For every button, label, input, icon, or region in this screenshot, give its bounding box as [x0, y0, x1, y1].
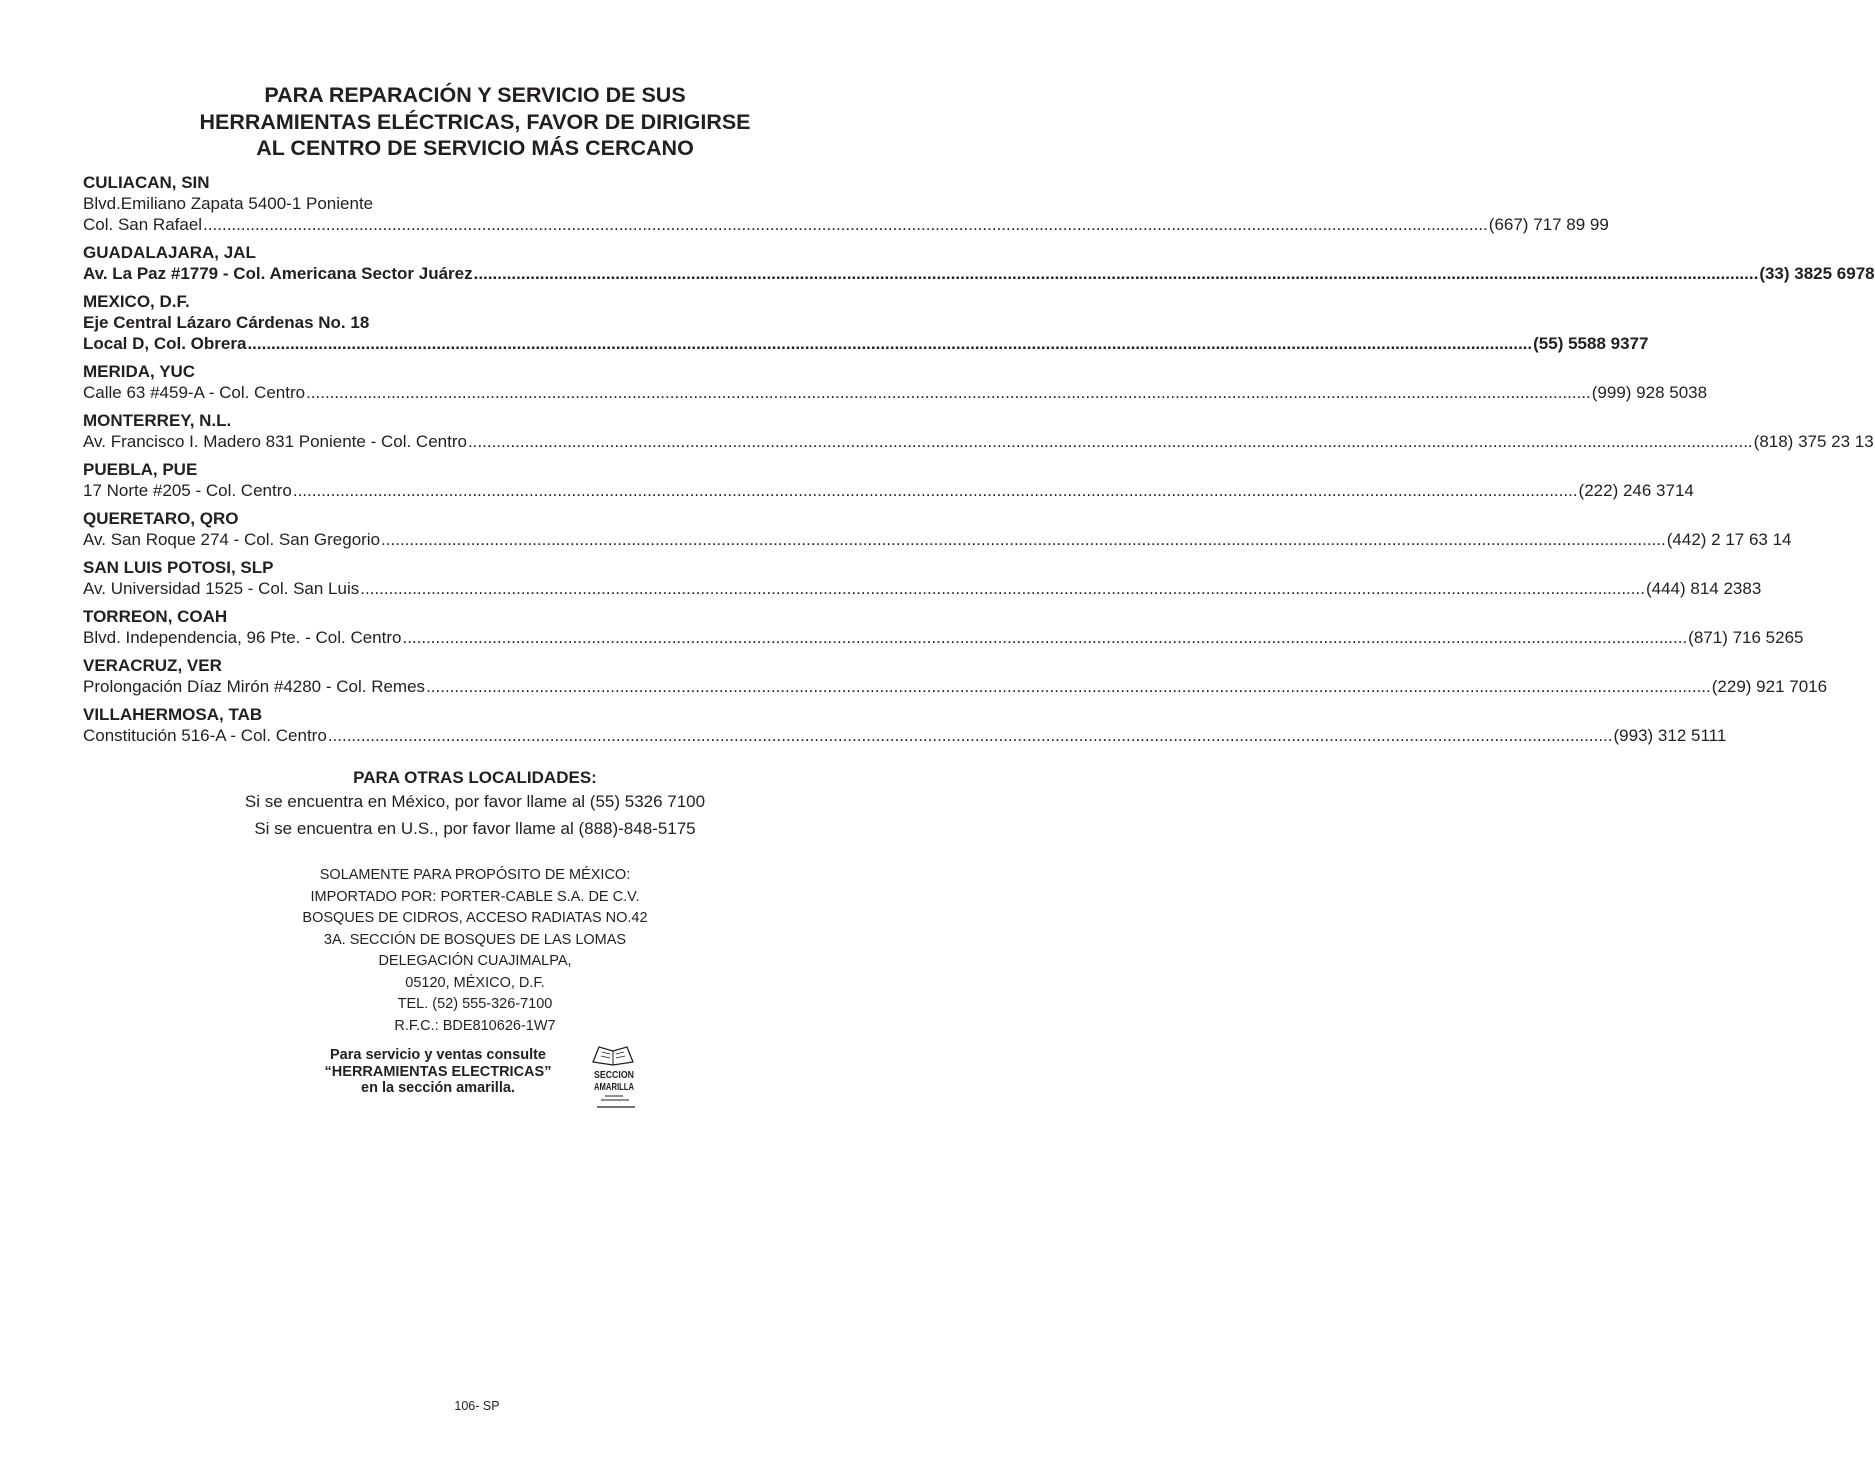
us-phone-note: Si se encuentra en U.S., por favor llame al (888)-848-5175 — [254, 819, 696, 838]
dot-leader — [306, 382, 1591, 403]
service-center-monterrey — [83, 410, 1874, 452]
service-center-villahermosa — [83, 704, 1727, 746]
address-phone-row — [83, 382, 1708, 403]
service-center-puebla — [83, 459, 1694, 501]
service-center-veracruz — [83, 655, 1828, 697]
dot-leader — [247, 333, 1532, 354]
title-line-1: PARA REPARACIÓN Y SERVICIO DE SUS — [264, 83, 686, 107]
service-center-merida — [83, 361, 1708, 403]
title-line-2: HERRAMIENTAS ELÉCTRICAS, FAVOR DE DIRIGIRSE — [199, 109, 751, 134]
address-line: 17 Norte #205 - Col. Centro — [83, 481, 292, 500]
address-line: Av. La Paz #1779 - Col. Americana Sector Juárez — [83, 264, 473, 283]
address-phone-row — [83, 725, 1727, 746]
dot-leader — [426, 676, 1711, 697]
address-phone-row — [83, 214, 1609, 235]
address-phone-row — [83, 627, 1804, 648]
address-phone-row — [83, 480, 1694, 501]
other-locations-heading: PARA OTRAS LOCALIDADES: — [353, 768, 597, 787]
city-name: SAN LUIS POTOSI, SLP — [83, 558, 274, 577]
address-line: Av. San Roque 274 - Col. San Gregorio — [83, 530, 381, 549]
yellow-pages-line: “HERRAMIENTAS ELECTRICAS” — [324, 1063, 552, 1080]
address-line: Blvd.Emiliano Zapata 5400-1 Poniente — [83, 194, 374, 213]
address-line: Local D, Col. Obrera — [83, 334, 247, 353]
address-phone-row — [83, 431, 1874, 452]
phone-number: (999) 928 5038 — [1591, 383, 1708, 402]
importer-line: IMPORTADO POR: PORTER-CABLE S.A. DE C.V. — [310, 888, 640, 905]
importer-line: R.F.C.: BDE810626-1W7 — [394, 1017, 556, 1034]
phone-number: (222) 246 3714 — [1578, 481, 1694, 500]
page-title — [80, 82, 870, 162]
service-center-culiacan — [83, 172, 1609, 235]
phone-number: (444) 814 2383 — [1645, 579, 1762, 598]
phone-number: (667) 717 89 99 — [1488, 215, 1609, 234]
city-name: MONTERREY, N.L. — [83, 411, 232, 430]
dot-leader — [360, 578, 1645, 599]
dot-leader — [328, 725, 1613, 746]
city-name: GUADALAJARA, JAL — [83, 243, 256, 262]
logo-text-bottom: AMARILLA — [594, 1081, 635, 1093]
phone-number: (442) 2 17 63 14 — [1666, 530, 1792, 549]
dot-leader — [402, 627, 1687, 648]
service-center-torreon — [83, 606, 1804, 648]
service-center-san-luis-potosi — [83, 557, 1762, 599]
dot-leader — [381, 529, 1666, 550]
city-name: MEXICO, D.F. — [83, 292, 190, 311]
city-name: CULIACAN, SIN — [83, 173, 210, 192]
address-line: Av. Universidad 1525 - Col. San Luis — [83, 579, 360, 598]
service-center-mexico — [83, 291, 1649, 354]
address-line: Eje Central Lázaro Cárdenas No. 18 — [83, 313, 370, 332]
phone-number: (33) 3825 6978 — [1759, 264, 1875, 283]
address-phone-row — [83, 333, 1649, 354]
address-line: Col. San Rafael — [83, 215, 203, 234]
other-locations — [80, 767, 870, 842]
dot-leader — [474, 263, 1759, 284]
yellow-pages-line: en la sección amarilla. — [361, 1080, 515, 1096]
address-line: Av. Francisco I. Madero 831 Poniente - Col. Centro — [83, 432, 467, 451]
logo-text-top: SECCION — [594, 1069, 634, 1081]
importer-line: 05120, MÉXICO, D.F. — [405, 974, 545, 991]
importer-line: SOLAMENTE PARA PROPÓSITO DE MÉXICO: — [319, 867, 631, 883]
importer-line: TEL. (52) 555-326-7100 — [397, 996, 553, 1012]
phone-number: (818) 375 23 13 — [1753, 432, 1874, 451]
city-name: VERACRUZ, VER — [83, 656, 222, 675]
dot-leader — [468, 431, 1753, 452]
city-name: VILLAHERMOSA, TAB — [83, 705, 263, 724]
open-book-icon — [589, 1044, 639, 1110]
city-name: MERIDA, YUC — [83, 362, 196, 381]
address-phone-row — [83, 263, 1875, 284]
importer-line: 3A. SECCIÓN DE BOSQUES DE LAS LOMAS — [323, 931, 627, 948]
city-name: QUERETARO, QRO — [83, 509, 239, 528]
importer-line: DELEGACIÓN CUAJIMALPA, — [378, 953, 572, 969]
yellow-pages-line: Para servicio y ventas consulte — [330, 1047, 546, 1063]
mexico-phone-note: Si se encuentra en México, por favor llame al (55) 5326 7100 — [244, 792, 706, 811]
phone-number: (871) 716 5265 — [1688, 628, 1804, 647]
address-phone-row — [83, 676, 1828, 697]
address-line: Calle 63 #459-A - Col. Centro — [83, 383, 306, 402]
address-phone-row — [83, 529, 1792, 550]
address-phone-row — [83, 578, 1762, 599]
city-name: PUEBLA, PUE — [83, 460, 198, 479]
address-line: Constitución 516-A - Col. Centro — [83, 726, 327, 745]
title-line-3: AL CENTRO DE SERVICIO MÁS CERCANO — [256, 136, 694, 160]
dot-leader — [293, 480, 1578, 501]
address-line: Blvd. Independencia, 96 Pte. - Col. Centro — [83, 628, 402, 647]
yellow-pages-note — [290, 1047, 586, 1097]
phone-number: (229) 921 7016 — [1711, 677, 1828, 696]
phone-number: (993) 312 5111 — [1613, 726, 1727, 745]
service-center-list — [83, 172, 1875, 753]
phone-number: (55) 5588 9377 — [1533, 334, 1649, 353]
importer-line: BOSQUES DE CIDROS, ACCESO RADIATAS NO.42 — [302, 910, 648, 926]
dot-leader — [203, 214, 1488, 235]
address-line: Prolongación Díaz Mirón #4280 - Col. Remes — [83, 677, 426, 696]
importer-block — [80, 865, 870, 1037]
city-name: TORREON, COAH — [83, 607, 228, 626]
seccion-amarilla-logo — [589, 1044, 639, 1110]
service-center-guadalajara — [83, 242, 1875, 284]
page-number: 106- SP — [454, 1399, 500, 1413]
service-center-queretaro — [83, 508, 1792, 550]
